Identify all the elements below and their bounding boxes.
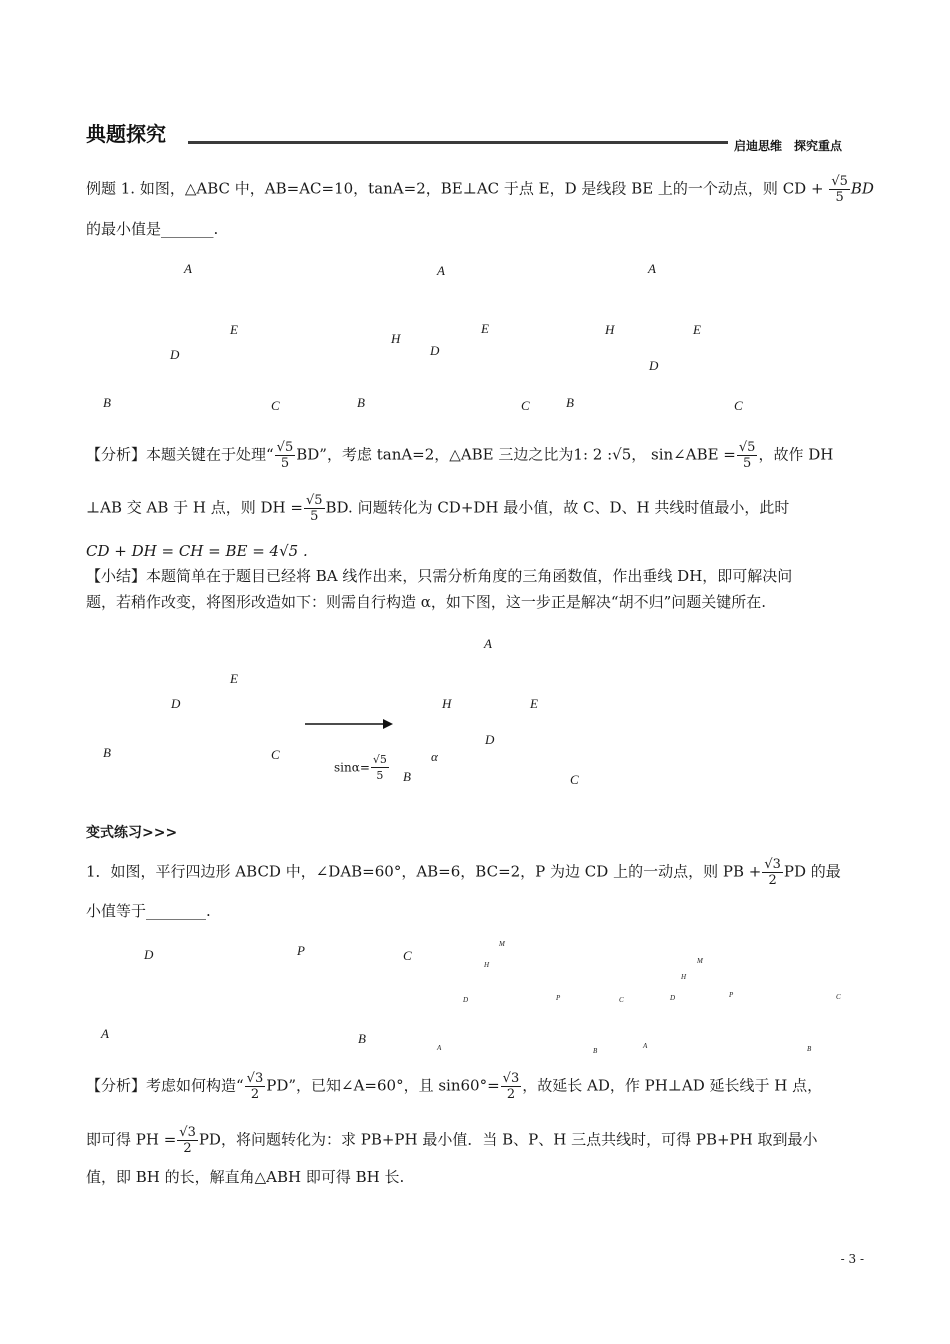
example1-line2: 的最小值是_______.	[86, 220, 219, 238]
analysis2-line3: 值，即 BH 的长，解直角△ABH 即可得 BH 长.	[86, 1168, 405, 1186]
fig-label: C	[271, 398, 280, 413]
fig-label: B	[103, 395, 111, 410]
fig-label: A	[648, 261, 656, 276]
variant-q1-line2: 小值等于________.	[86, 902, 211, 920]
fig-label: C	[521, 398, 530, 413]
fig-label: C	[619, 996, 624, 1004]
fig-label: C	[836, 993, 841, 1001]
fig-label: D	[649, 358, 659, 373]
example1-line1	[86, 174, 874, 205]
fig-label: E	[230, 322, 238, 337]
fig-label: M	[499, 940, 505, 948]
fig-label: D	[171, 696, 181, 711]
example-text: 如图，△ABC 中，AB=AC=10，tanA=2，BE⊥AC 于点 E，D 是线段 BE 上的一个动点，则 CD +	[139, 179, 824, 198]
fraction: $\frac{√5}{5}$	[276, 440, 294, 471]
fig-label: A	[184, 261, 192, 276]
transform-arrow-icon	[303, 716, 395, 732]
fraction: $\frac{√3}{2}$	[764, 857, 781, 888]
fig-label: C	[271, 747, 280, 762]
fig-label: M	[697, 957, 703, 965]
fig-label: C	[570, 772, 579, 787]
fig-label: B	[593, 1047, 598, 1055]
fraction: $\frac{√5}{5}$	[372, 753, 387, 782]
fig-label: B	[103, 745, 111, 760]
summary-line2: 题，若稍作改变，将图形改造如下：则需自行构造 α，如下图，这一步正是解决“胡不归”问题关键所在.	[86, 593, 767, 611]
fig-label: P	[729, 991, 734, 999]
fraction: $\frac{√3}{2}$	[179, 1125, 196, 1156]
fig-label: A	[101, 1026, 109, 1041]
section-title: 典题探究	[86, 122, 166, 146]
analysis1-line2: ⊥AB 交 AB 于 H 点，则 DH = $\frac{√5}{5}$ BD. 问题转化为 CD+DH 最小值，故 C、D、H 共线时值最小，此时	[86, 493, 790, 524]
fig-label: E	[530, 696, 538, 711]
summary-line1: 【小结】本题简单在于题目已经将 BA 线作出来，只需分析角度的三角函数值，作出垂线 DH，即可解决问	[86, 567, 793, 585]
fig-label: H	[605, 322, 615, 337]
sin-alpha-note: sinα= $\frac{√5}{5}$	[334, 753, 387, 782]
fig-label: E	[481, 321, 489, 336]
section-tagline: 启迪思维 探究重点	[734, 139, 843, 153]
fig-label: D	[144, 947, 154, 962]
fig-label: B	[403, 769, 411, 784]
fig-label: E	[693, 322, 701, 337]
fig-label: H	[681, 973, 687, 981]
fig-label: H	[391, 331, 401, 346]
fig-label: D	[430, 343, 440, 358]
fraction: $\frac{√3}{2}$	[502, 1071, 520, 1102]
header-divider	[188, 141, 728, 144]
analysis1-line1: 【分析】本题关键在于处理“ $\frac{√5}{5}$ BD”，考虑 tanA=2，△ABE 三边之比为1: 2 :√5， sin∠ABE = $\frac{√5}{5}$ ，故作 DH	[86, 440, 834, 471]
fig-label: D	[485, 732, 495, 747]
fig-label: B	[566, 395, 574, 410]
fraction: $\frac{√5}{5}$	[738, 440, 756, 471]
fig-label: D	[170, 347, 180, 362]
fraction: $\frac{√5}{5}$	[305, 493, 323, 524]
fig-label: D	[463, 996, 469, 1004]
fraction: $\frac{√3}{2}$	[246, 1071, 264, 1102]
fig-label: C	[734, 398, 743, 413]
analysis2-line2: 即可得 PH = $\frac{√3}{2}$ PD，将问题转化为：求 PB+PH 最小值．当 B、P、H 三点共线时，可得 PB+PH 取到最小	[86, 1125, 818, 1156]
fig-label: E	[230, 671, 238, 686]
fig-label: A	[643, 1042, 648, 1050]
analysis1-line3: CD + DH = CH = BE = 4√5 .	[86, 542, 308, 560]
fig-label: α	[431, 749, 438, 764]
variant-q1-line1: 1．如图，平行四边形 ABCD 中，∠DAB=60°，AB=6，BC=2，P 为边 CD 上的一动点，则 PB + $\frac{√3}{2}$ PD 的最	[86, 857, 841, 888]
fig-label: A	[437, 1044, 442, 1052]
fig-label: H	[442, 696, 452, 711]
fig-label: D	[670, 994, 676, 1002]
fig-label: H	[484, 961, 490, 969]
example-number: 例题 1.	[86, 179, 136, 198]
fig-label: C	[403, 948, 412, 963]
variant-title: 变式练习>>>	[86, 825, 178, 841]
example-text-end: BD	[850, 179, 874, 198]
fig-label: A	[437, 263, 445, 278]
fig-label: B	[358, 1031, 366, 1046]
page-number: - 3 -	[840, 1252, 864, 1266]
fig-label: P	[556, 994, 561, 1002]
fig-label: B	[807, 1045, 812, 1053]
fraction: $\frac{√5}{5}$	[831, 174, 848, 205]
fig-label: P	[297, 943, 305, 958]
fig-label: A	[484, 636, 492, 651]
analysis2-line1: 【分析】考虑如何构造“ $\frac{√3}{2}$ PD”，已知∠A=60°，且 sin60°= $\frac{√3}{2}$ ，故延长 AD，作 PH⊥AD 延长线于 H 点，	[86, 1071, 823, 1102]
fig-label: B	[357, 395, 365, 410]
